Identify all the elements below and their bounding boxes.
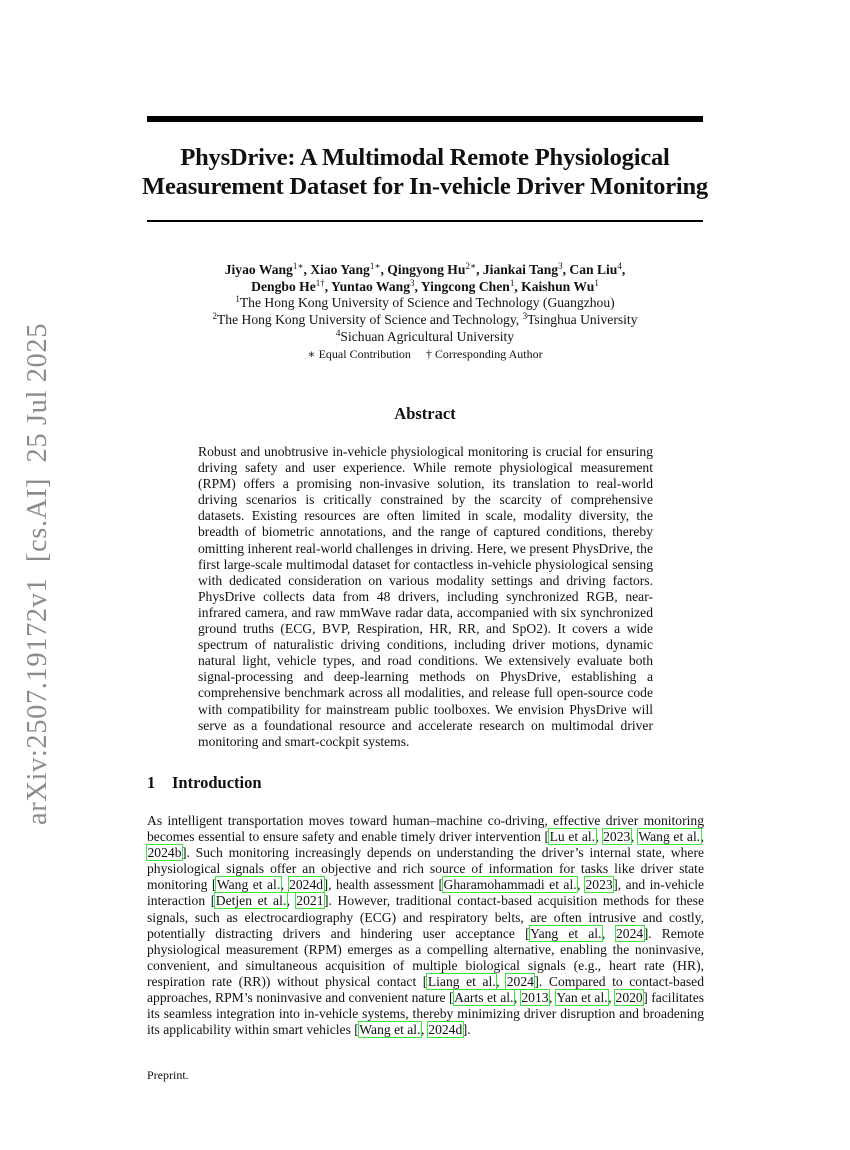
intro-text: ]. Compared to contact-based approaches, RPM’s noninvasive and convenient nature [: [147, 973, 705, 1006]
abstract-text: Robust and unobtrusive in-vehicle physiological monitoring is crucial for ensuring driving safety and user experience. While remote physiological measurement (RPM) offers a promising non-invasive solution, its translation to real-world driving scenarios is critically constrained by the scarcity of comprehensive datasets. Existing resources are often limited in scale, modality diversity, the breadth of biometric annotations, and the range of captured conditions, thereby omitting inherent real-world challenges in driving. Here, we present PhysDrive, the first large-scale multimodal dataset for contactless in-vehicle physiological sensing with dedicated consideration on various modality settings and driving factors. PhysDrive collects data from 48 drivers, including synchronized RGB, near-infrared camera, and raw mmWave radar data, accompanied with six synchronized ground truths (ECG, BVP, Respiration, HR, RR, and SpO2). It covers a wide spectrum of naturalistic driving conditions, including driver motions, dynamic natural light, vehicle types, and road conditions. We extensively evaluate both signal-processing and deep-learning methods on PhysDrive, establishing a comprehensive benchmark across all modalities, and release full open-source code with compatibility for mainstream public toolboxes. We envision PhysDrive will serve as a foundational resource and accelerate research on multimodal driver monitoring and smart-cockpit systems.: [198, 444, 653, 749]
affiliation-name: Tsinghua University: [527, 312, 638, 328]
citation-separator: ,: [549, 990, 556, 1006]
author-name: Yingcong Chen: [420, 278, 510, 294]
author-mark: 2∗: [465, 261, 477, 271]
author-mark: 3: [558, 261, 563, 271]
footer-note: Preprint.: [147, 1068, 189, 1082]
author-mark: 4: [617, 261, 622, 271]
author-name: Yuntao Wang: [331, 278, 411, 294]
paper-title: [140, 143, 710, 201]
author-name: Jiyao Wang: [224, 262, 293, 277]
affiliation-mark: 3: [522, 311, 528, 322]
corresponding-author-mark: †: [425, 346, 432, 361]
corresponding-author-label: Corresponding Author: [434, 346, 543, 361]
citation-separator: ,: [700, 829, 705, 845]
author-mark: 1†: [315, 277, 325, 288]
citation-link[interactable]: 2020: [615, 990, 643, 1006]
citation-separator: ,: [280, 877, 289, 893]
intro-text: As intelligent transportation moves toward human–machine co-driving, effective driver monitoring becomes essential to ensure safety and enable timely driver intervention [: [147, 813, 704, 845]
title-line-2: Measurement Dataset for In-vehicle Driver Monitoring: [142, 173, 708, 200]
author-mark: 1∗: [292, 261, 304, 271]
citation-separator: ,: [496, 973, 507, 989]
citation-link[interactable]: 2024d: [428, 1022, 463, 1038]
title-rule-bottom: [147, 220, 703, 222]
author-mark: 1∗: [369, 261, 381, 271]
section-number: 1: [147, 773, 156, 792]
author-name: Dengbo He: [251, 278, 316, 294]
citation-link[interactable]: 2013: [521, 990, 549, 1006]
intro-text: ].: [462, 1022, 471, 1038]
equal-contribution-label: Equal Contribution: [318, 346, 411, 361]
affiliation-name: The Hong Kong University of Science and Technology (Guangzhou): [239, 295, 615, 311]
citation-link[interactable]: Yan et al.: [556, 990, 608, 1006]
citation-link[interactable]: Aarts et al.: [454, 990, 514, 1006]
affiliation-line: [180, 312, 670, 329]
citation-link[interactable]: Wang et al.: [638, 829, 701, 845]
citation-link[interactable]: Detjen et al.: [215, 893, 287, 909]
intro-text: ], health assessment [: [323, 877, 444, 893]
citation-link[interactable]: Yang et al.: [530, 925, 602, 941]
introduction-paragraph: [147, 813, 704, 1038]
title-rule-top: [147, 116, 703, 122]
citation-separator: ,: [577, 877, 585, 893]
contribution-notes: [180, 346, 670, 363]
section-title: Introduction: [172, 773, 262, 792]
author-name: Jiankai Tang: [482, 262, 559, 277]
affiliation-mark: 2: [212, 311, 217, 322]
intro-text: ]. Remote physiological measurement (RPM) emerges as a compelling alternative, enabling the noninvasive, convenient, and simultaneous acquisition of multiple biological signals (e.g., heart rate (HR), respiration rate (RR)) without physical contact [: [147, 925, 705, 989]
title-line-1: PhysDrive: A Multimodal Remote Physiological: [180, 144, 670, 171]
citation-separator: ,: [595, 829, 603, 845]
citation-separator: ,: [608, 990, 616, 1006]
author-name: Can Liu: [569, 262, 618, 277]
citation-link[interactable]: 2024d: [289, 877, 324, 893]
intro-text: ]. Such monitoring increasingly depends on understanding the driver’s internal state, where physiological signals offer an objective and rich source of information for tasks like driver state monitoring [: [147, 845, 704, 893]
affiliation-mark: 4: [335, 327, 341, 338]
intro-text: ], and in-vehicle interaction [: [147, 877, 705, 909]
citation-link[interactable]: Liang et al.: [427, 973, 496, 989]
citation-separator: ,: [286, 893, 296, 909]
intro-text: ] facilitates its seamless integration into in-vehicle systems, thereby minimizing driver disruption and broadening its applicability within smart vehicles [: [147, 990, 705, 1038]
section-heading-introduction: [147, 773, 262, 793]
citation-link[interactable]: Lu et al.: [549, 829, 596, 845]
author-name: Xiao Yang: [310, 262, 370, 277]
equal-contribution-mark: ∗: [307, 346, 316, 361]
citation-link[interactable]: 2024: [506, 973, 534, 989]
citation-separator: ,: [601, 925, 616, 941]
affiliation-name: The Hong Kong University of Science and Technology,: [216, 312, 520, 328]
citation-link[interactable]: Wang et al.: [359, 1022, 421, 1038]
affiliation-line: [180, 295, 670, 312]
author-mark: 1: [594, 277, 599, 288]
author-list: Jiyao Wang$^{1∗}$, Xiao Yang$^{1∗}$, Qingyong $Hu^{2∗}$, Jiankai Tang$^3$, Can Liu$^4$, Dengbo $He^{1\dagger}$, Yuntao Wang$^3$, Yingcong Chen$^1$, Kaishun Wu$^1$: [224, 261, 626, 294]
intro-text: ]. However, traditional contact-based acquisition methods for these signals, such as electrocardiography (ECG) and respiratory belts, are often intrusive and costly, potentially distracting drivers and hindering user acceptance [: [147, 893, 704, 941]
author-mark: 3: [410, 277, 415, 288]
citation-link[interactable]: Gharamohammadi et al.: [443, 877, 577, 893]
citation-link[interactable]: 2024b: [147, 845, 182, 861]
citation-link[interactable]: 2021: [296, 893, 324, 909]
affiliation-line: [180, 329, 670, 346]
arxiv-identifier-stamp[interactable]: arXiv:2507.19172v1 [cs.AI] 25 Jul 2025: [22, 322, 53, 825]
author-mark: 1: [509, 277, 515, 288]
citation-separator: ,: [513, 990, 521, 1006]
citation-separator: ,: [420, 1022, 428, 1038]
citation-link[interactable]: 2023: [603, 829, 631, 845]
citation-link[interactable]: 2024: [616, 925, 644, 941]
author-block: [180, 262, 670, 362]
abstract-heading: Abstract: [394, 404, 456, 423]
author-name: Qingyong Hu: [387, 262, 466, 277]
citation-separator: ,: [630, 829, 638, 845]
affiliation-mark: 1: [235, 294, 240, 305]
affiliation-name: Sichuan Agricultural University: [340, 328, 515, 344]
author-name: Kaishun Wu: [521, 278, 595, 294]
citation-link[interactable]: Wang et al.: [216, 877, 281, 893]
citation-link[interactable]: 2023: [585, 877, 613, 893]
